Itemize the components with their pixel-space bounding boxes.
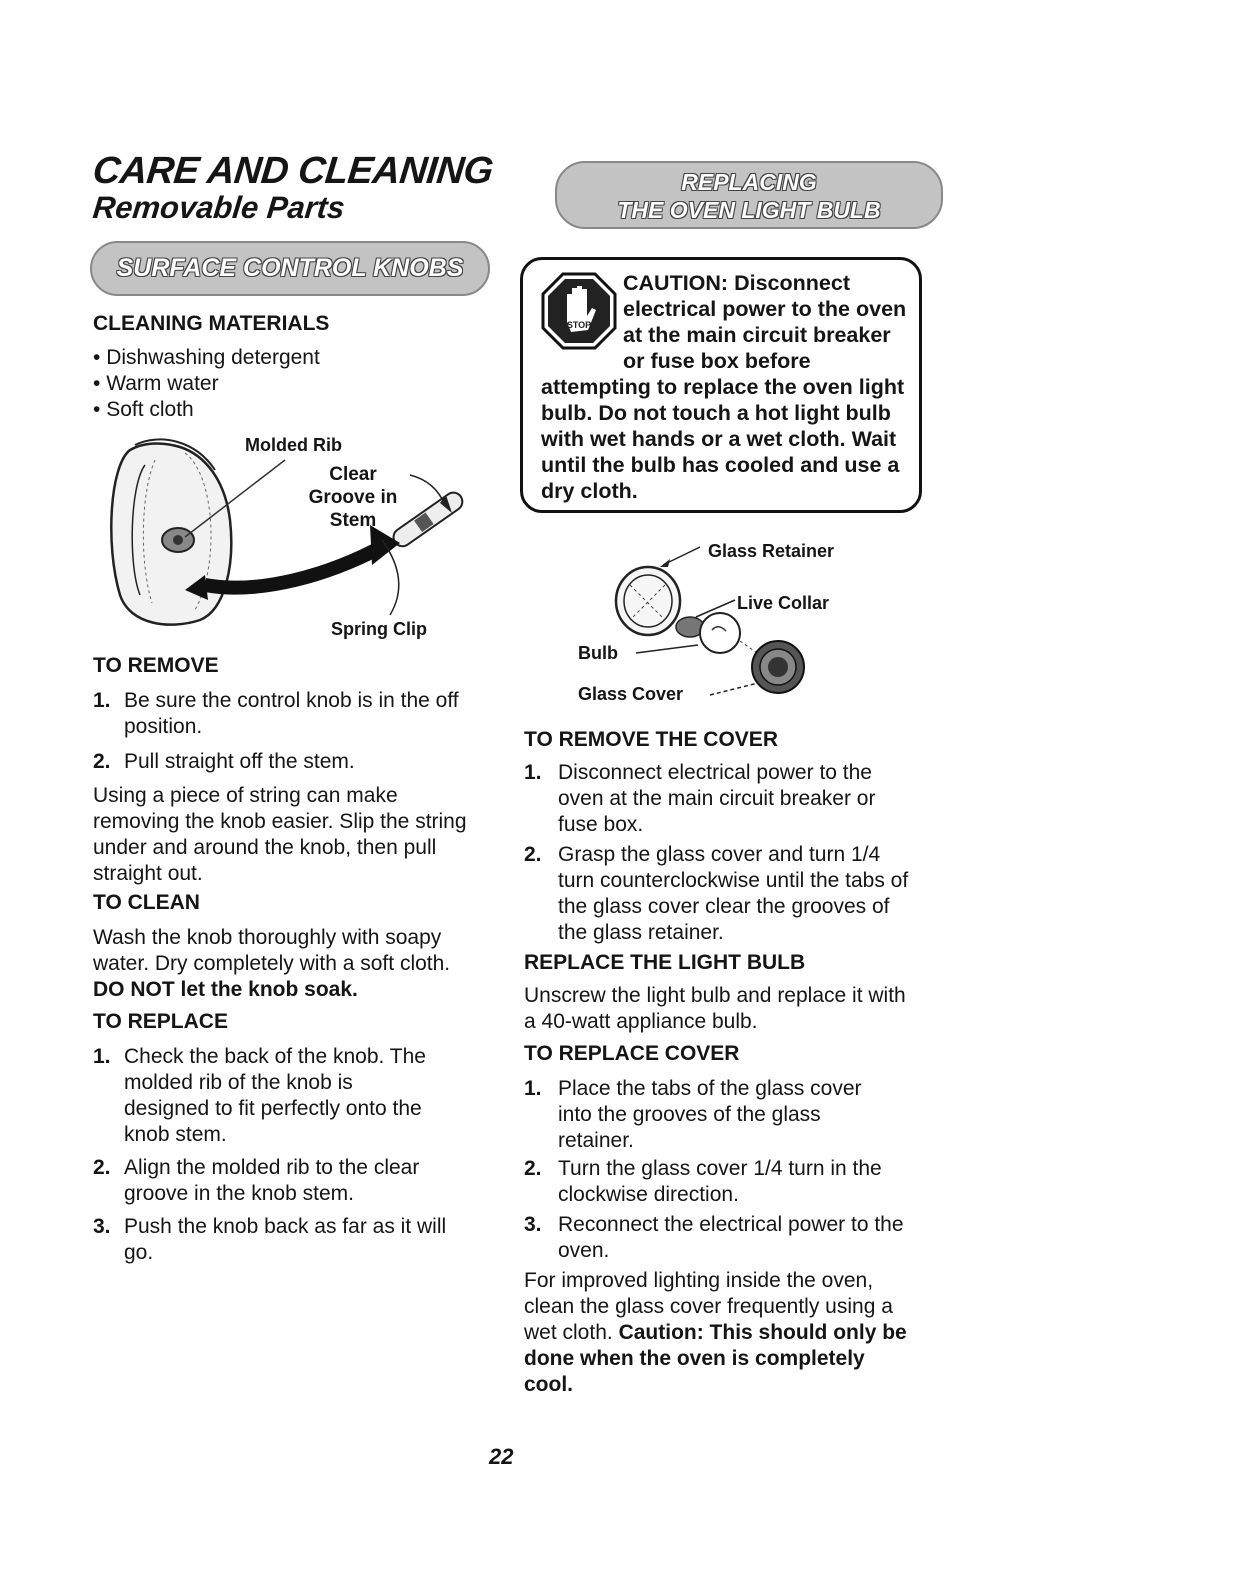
replace-bulb-heading: REPLACE THE LIGHT BULB xyxy=(524,951,806,974)
replace-bulb-text: Unscrew the light bulb and replace it with a 40-watt appliance bulb. xyxy=(524,984,906,1033)
list-item: 2. Align the molded rib to the clear groove in the knob stem. xyxy=(93,1156,420,1205)
replace-cover-heading: TO REPLACE COVER xyxy=(524,1042,740,1065)
list-item: 3. Push the knob back as far as it will go. xyxy=(93,1215,447,1264)
material-item: • Warm water xyxy=(93,372,219,395)
list-item: 3. Reconnect the electrical power to the oven. xyxy=(524,1213,904,1262)
section-banner-oven-light-bulb: REPLACING THE OVEN LIGHT BULB xyxy=(555,161,943,229)
list-item: 2. Grasp the glass cover and turn 1/4 turn counterclockwise until the tabs of the glass cover clear the grooves of the glass retainer. xyxy=(524,843,909,944)
list-item: 2. Pull straight off the stem. xyxy=(93,750,355,773)
list-item: 1. Place the tabs of the glass cover into the grooves of the glass retainer. xyxy=(524,1077,862,1152)
remove-note: Using a piece of string can make removing the knob easier. Slip the string under and around the knob, then pull straight out. xyxy=(93,784,467,885)
list-item: 1. Be sure the control knob is in the off position. xyxy=(93,689,459,738)
live-collar-label: Live Collar xyxy=(737,593,830,613)
list-item: 2. Turn the glass cover 1/4 turn in the clockwise direction. xyxy=(524,1157,882,1206)
closing-text: For improved lighting inside the oven, clean the glass cover frequently using a wet cloth. Caution: This should only be done when the oven is completely cool. xyxy=(524,1269,907,1396)
spring-clip-label: Spring Clip xyxy=(331,619,427,639)
stop-hand-icon xyxy=(541,272,617,350)
list-item: 1. Disconnect electrical power to the oven at the main circuit breaker or fuse box. xyxy=(524,761,876,836)
bulb-label: Bulb xyxy=(578,643,618,663)
clean-text: Wash the knob thoroughly with soapy water. Dry completely with a soft cloth. DO NOT let the knob soak. xyxy=(93,926,451,1001)
caution-text: Disconnect electrical power to the oven at the main circuit breaker or fuse box before attempting to replace the oven light bulb. Do not touch a hot light bulb with wet hands or a wet cloth. Wait until the bulb has cooled and use a dry cloth. xyxy=(541,271,907,503)
material-item: • Soft cloth xyxy=(93,398,194,421)
to-replace-heading: TO REPLACE xyxy=(93,1010,228,1033)
caution-label: CAUTION: xyxy=(623,271,729,295)
glass-retainer-label: Glass Retainer xyxy=(708,541,835,561)
page-number: 22 xyxy=(489,1444,514,1469)
list-item: 1. Check the back of the knob. The molded rib of the knob is designed to fit perfectly onto the knob stem. xyxy=(93,1045,426,1146)
page-subtitle: Removable Parts xyxy=(91,190,347,225)
clear-groove-label: Clear Groove in Stem xyxy=(308,464,398,531)
molded-rib-label: Molded Rib xyxy=(245,435,342,455)
glass-cover-label: Glass Cover xyxy=(578,684,684,704)
material-item: • Dishwashing detergent xyxy=(93,346,320,369)
section-banner-surface-control-knobs: SURFACE CONTROL KNOBS xyxy=(90,241,490,296)
caution-box xyxy=(520,257,922,513)
page-title: CARE AND CLEANING xyxy=(90,150,495,192)
cleaning-materials-heading: CLEANING MATERIALS xyxy=(93,312,330,335)
to-remove-heading: TO REMOVE xyxy=(93,654,219,677)
to-clean-heading: TO CLEAN xyxy=(93,891,200,914)
knob-diagram xyxy=(100,425,480,640)
svg-text:STOP: STOP xyxy=(566,320,592,330)
remove-cover-heading: TO REMOVE THE COVER xyxy=(524,728,778,751)
